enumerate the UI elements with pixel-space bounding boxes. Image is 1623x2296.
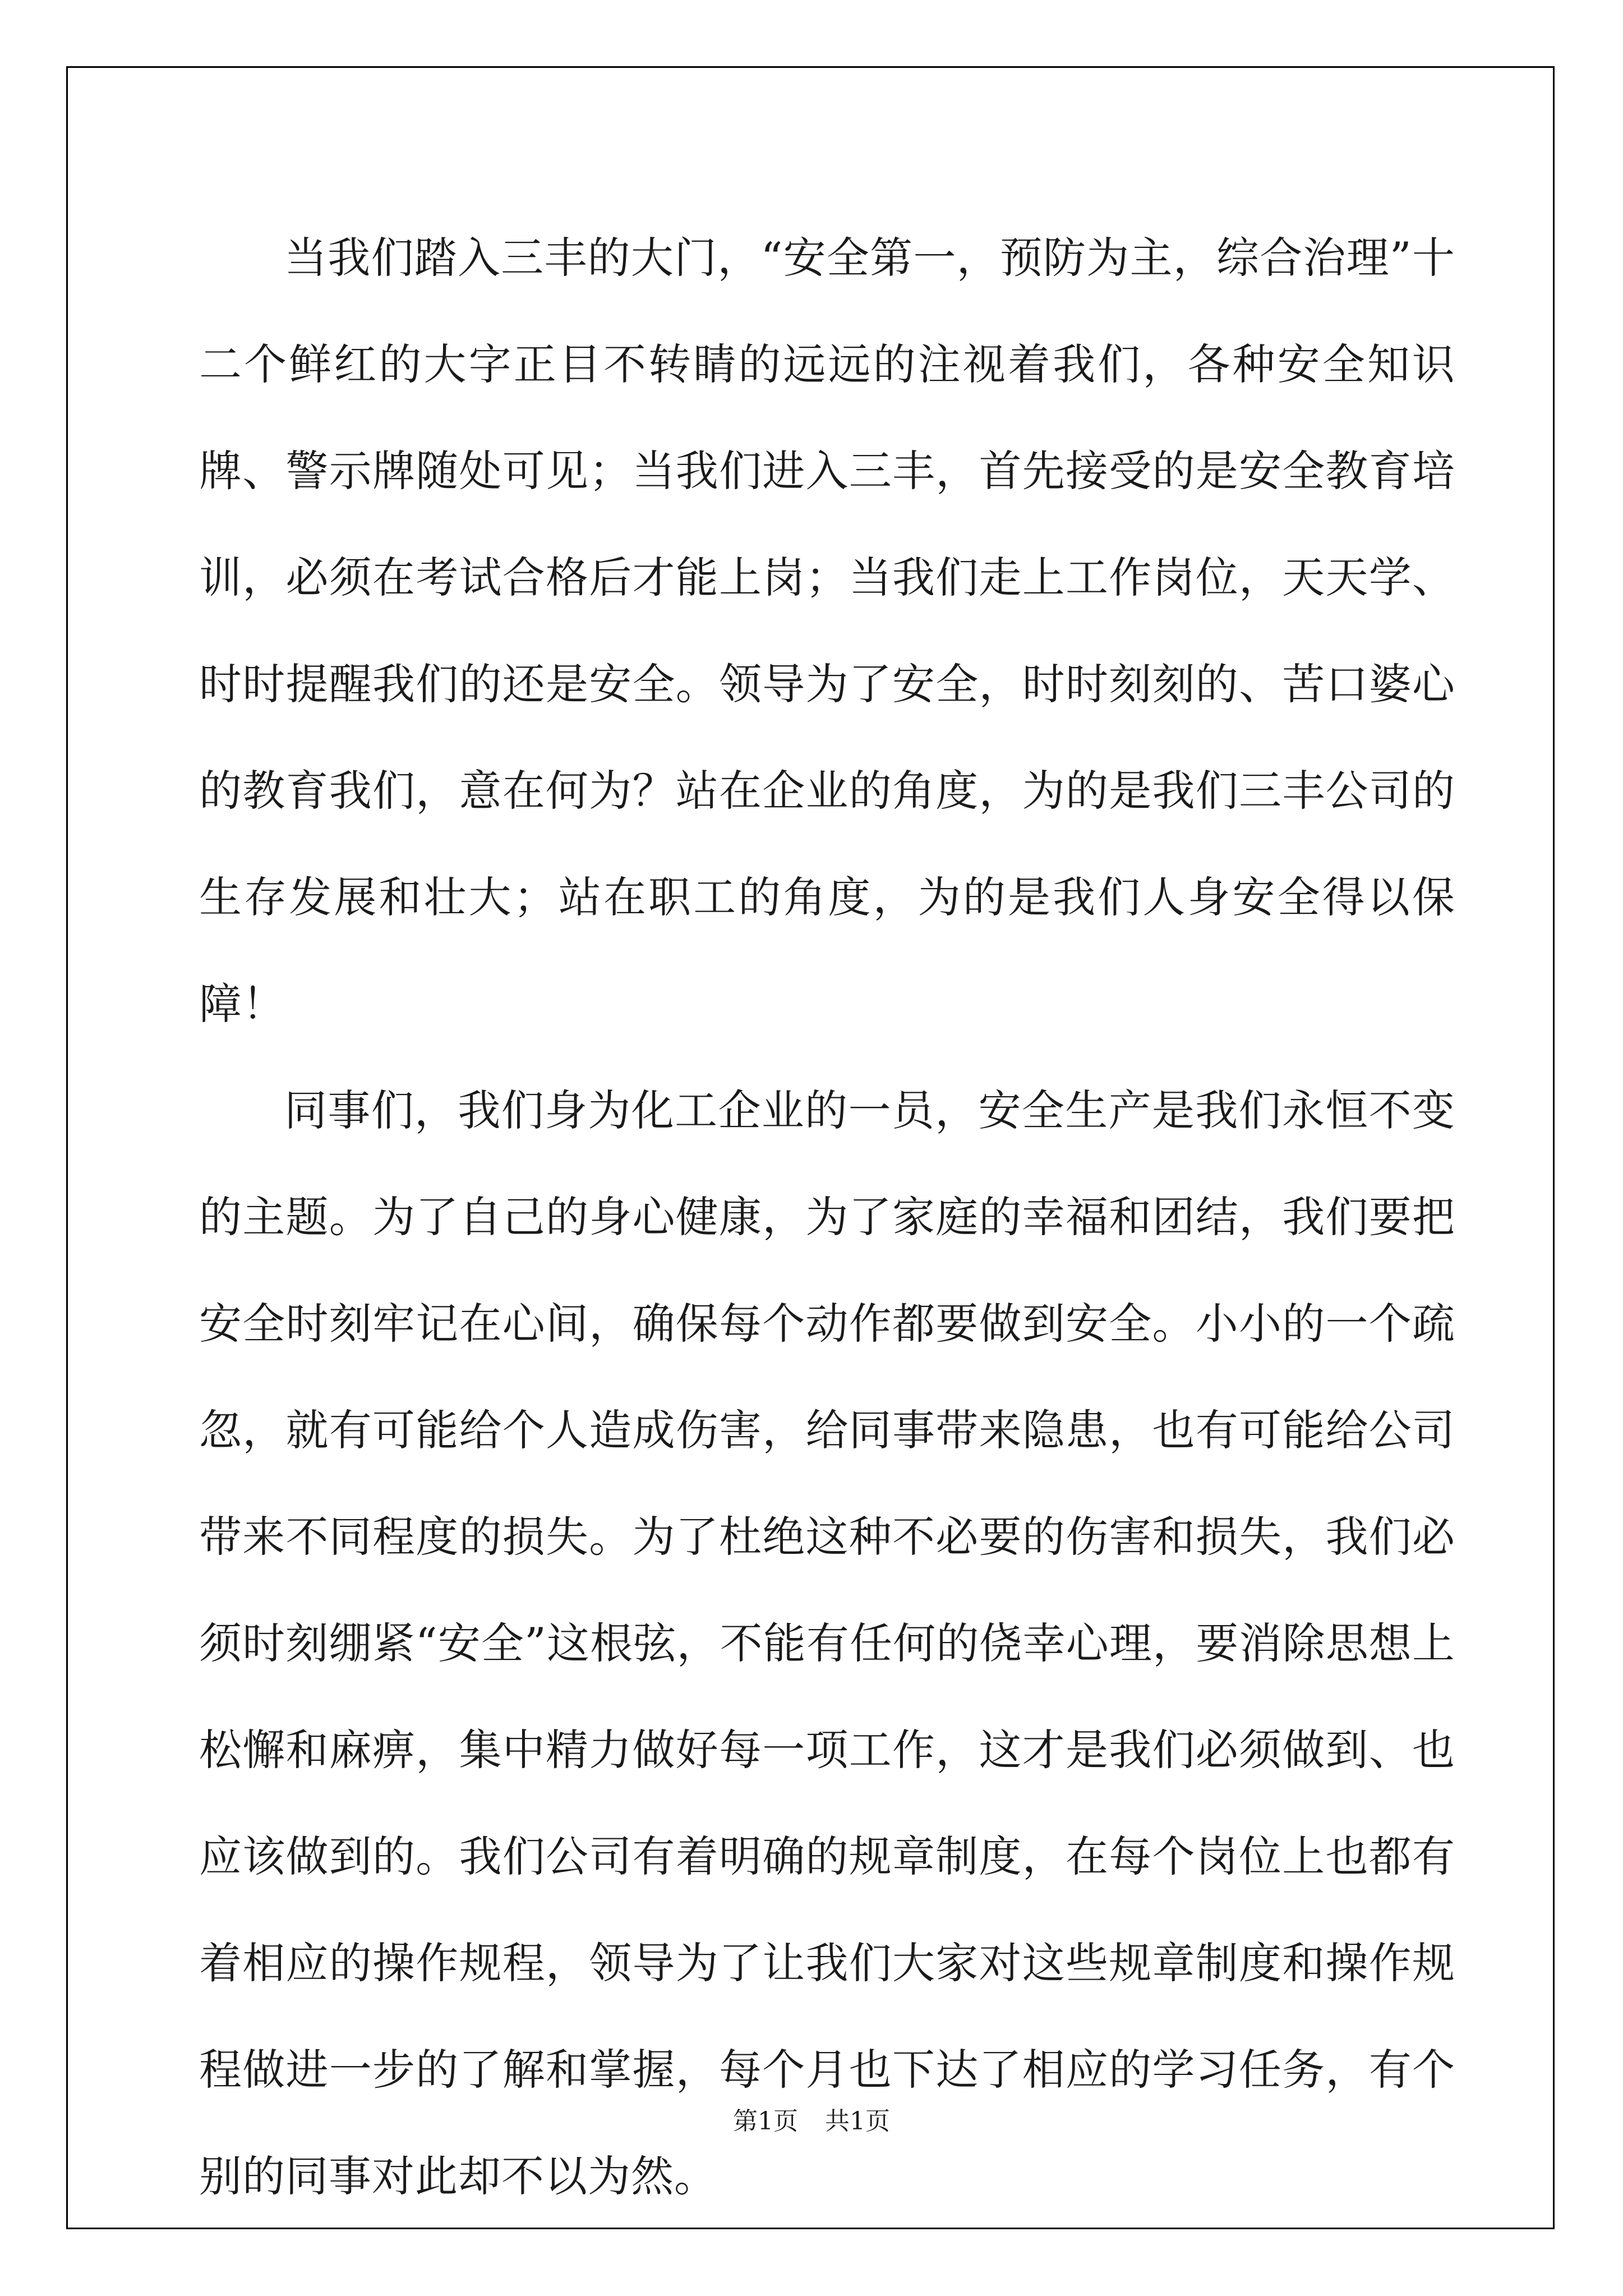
page-number: 第1页 xyxy=(733,2107,798,2136)
page-footer xyxy=(0,2101,1623,2137)
document-body xyxy=(199,205,1455,2230)
paragraph-1: 当我们踏入三丰的大门，“安全第一，预防为主，综合治理”十二个鲜红的大字正目不转睛的远远的注视着我们，各种安全知识牌、警示牌随处可见；当我们进入三丰，首先接受的是安全教育培训，必须在考试合格后才能上岗；当我们走上工作岗位，天天学、时时提醒我们的还是安全。领导为了安全，时时刻刻的、苦口婆心的教育我们，意在何为？站在企业的角度，为的是我们三丰公司的生存发展和壮大；站在职工的角度，为的是我们人身安全得以保障！ xyxy=(199,233,1455,1029)
page-total: 共1页 xyxy=(825,2107,890,2136)
paragraph-2: 同事们，我们身为化工企业的一员，安全生产是我们永恒不变的主题。为了自己的身心健康，为了家庭的幸福和团结，我们要把安全时刻牢记在心间，确保每个动作都要做到安全。小小的一个疏忽，就有可能给个人造成伤害，给同事带来隐患，也有可能给公司带来不同程度的损失。为了杜绝这种不必要的伤害和损失，我们必须时刻绷紧“安全”这根弦，不能有任何的侥幸心理，要消除思想上松懈和麻痹，集中精力做好每一项工作，这才是我们必须做到、也应该做到的。我们公司有着明确的规章制度，在每个岗位上也都有着相应的操作规程，领导为了让我们大家对这些规章制度和操作规程做进一步的了解和掌握，每个月也下达了相应的学习任务，有个别的同事对此却不以为然。 xyxy=(199,1085,1455,2201)
